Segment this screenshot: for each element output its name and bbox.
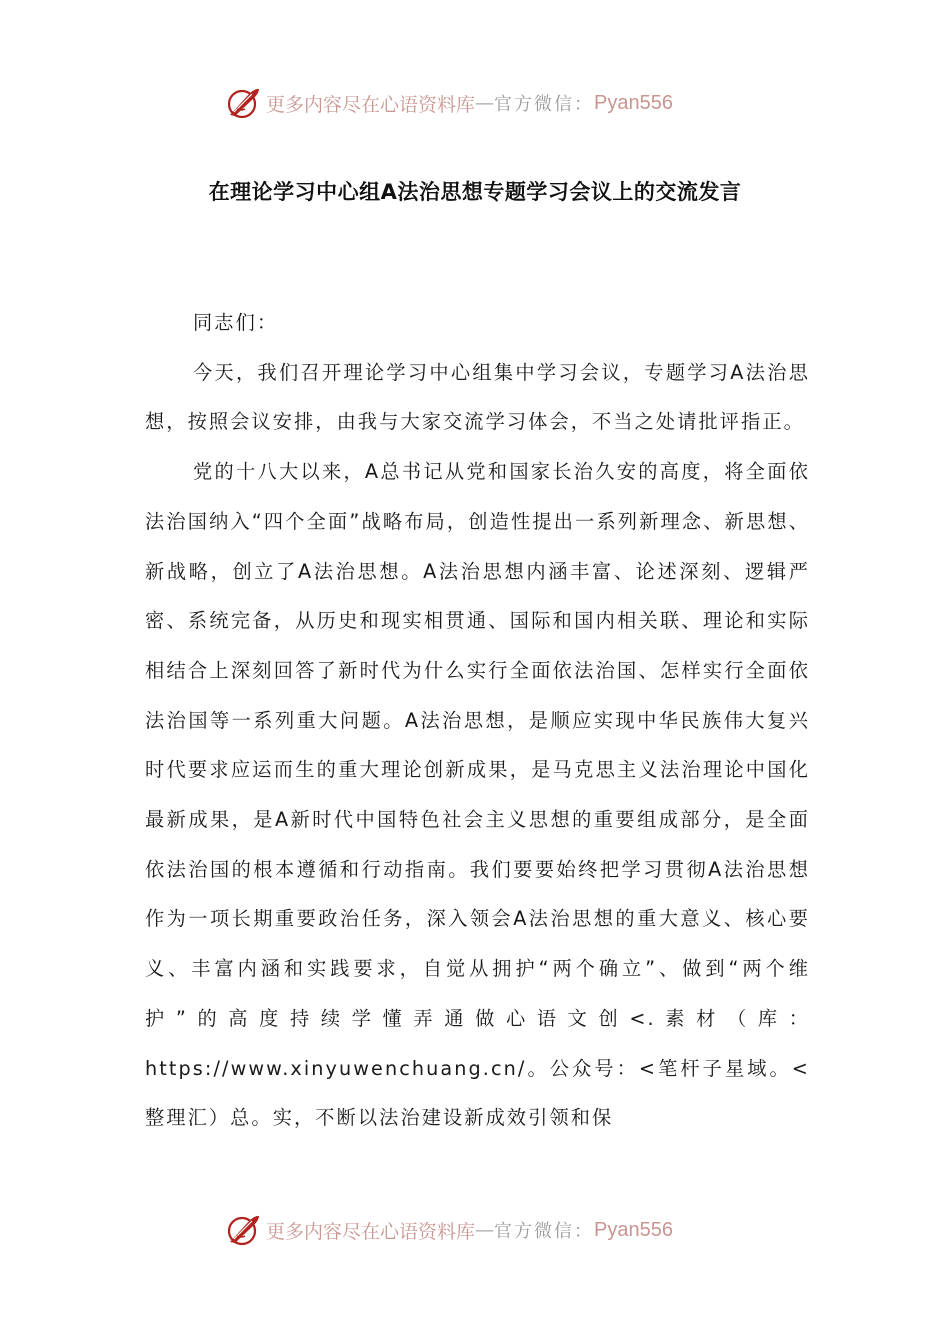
banner-official-label: 官方微信： bbox=[494, 94, 595, 115]
salutation-paragraph: 同志们： bbox=[193, 311, 279, 334]
body-paragraph: 党的十八大以来，A总书记从党和国家长治久安的高度，将全面依法治国纳入“四个全面”战略布局，创造性提出一系列新理念、新思想、新战略，创立了A法治思想。A法治思想内涵丰富、论述深刻、逻辑严密、系统完备，从历史和现实相贯通、国际和国内相关联、理论和实际相结合上深刻回答了新时代为什么实行全面依法治国、怎样实行全面依法治国等一系列重大问题。A法治思想，是顺应实现中华民族伟大复兴时代要求应运而生的重大理论创新成果，是马克思主义法治理论中国化最新成果，是A新时代中国特色社会主义思想的重要组成部分，是全面依法治国的根本遵循和行动指南。我们要要始终把学习贯彻A法治思想作为一项长期重要政治任务，深入领会A法治思想的重大意义、核心要义、丰富内涵和实践要求，自觉从拥护“两个确立”、做到“两个维护”的高度持续学懂弄通做心语文创<.素材（库：https://www.xinyuwenchuang.cn/。公众号：<笔杆子星域。<整理汇）总。实，不断以法治建设新成效引领和保 bbox=[145, 460, 810, 1130]
banner-wechat-id: Pyan556 bbox=[594, 1218, 673, 1241]
body-paragraph: 今天，我们召开理论学习中心组集中学习会议，专题学习A法治思想，按照会议安排，由我与大家交流学习体会，不当之处请批评指正。 bbox=[145, 360, 810, 434]
banner-dash: — bbox=[475, 1219, 495, 1241]
footer-banner[interactable] bbox=[226, 1210, 673, 1250]
banner-main-text: 更多内容尽在心语资料库 bbox=[266, 1220, 476, 1243]
document-body bbox=[145, 298, 810, 1143]
banner-main-text: 更多内容尽在心语资料库 bbox=[266, 93, 476, 116]
document-title: 在理论学习中心组A法治思想专题学习会议上的交流发言 bbox=[208, 180, 742, 204]
quill-pen-logo-icon bbox=[226, 1212, 262, 1248]
banner-official-label: 官方微信： bbox=[494, 1221, 595, 1242]
banner-dash: — bbox=[475, 92, 495, 114]
banner-wechat-id: Pyan556 bbox=[594, 91, 673, 114]
quill-pen-logo-icon bbox=[226, 85, 262, 121]
header-banner[interactable] bbox=[226, 83, 673, 123]
